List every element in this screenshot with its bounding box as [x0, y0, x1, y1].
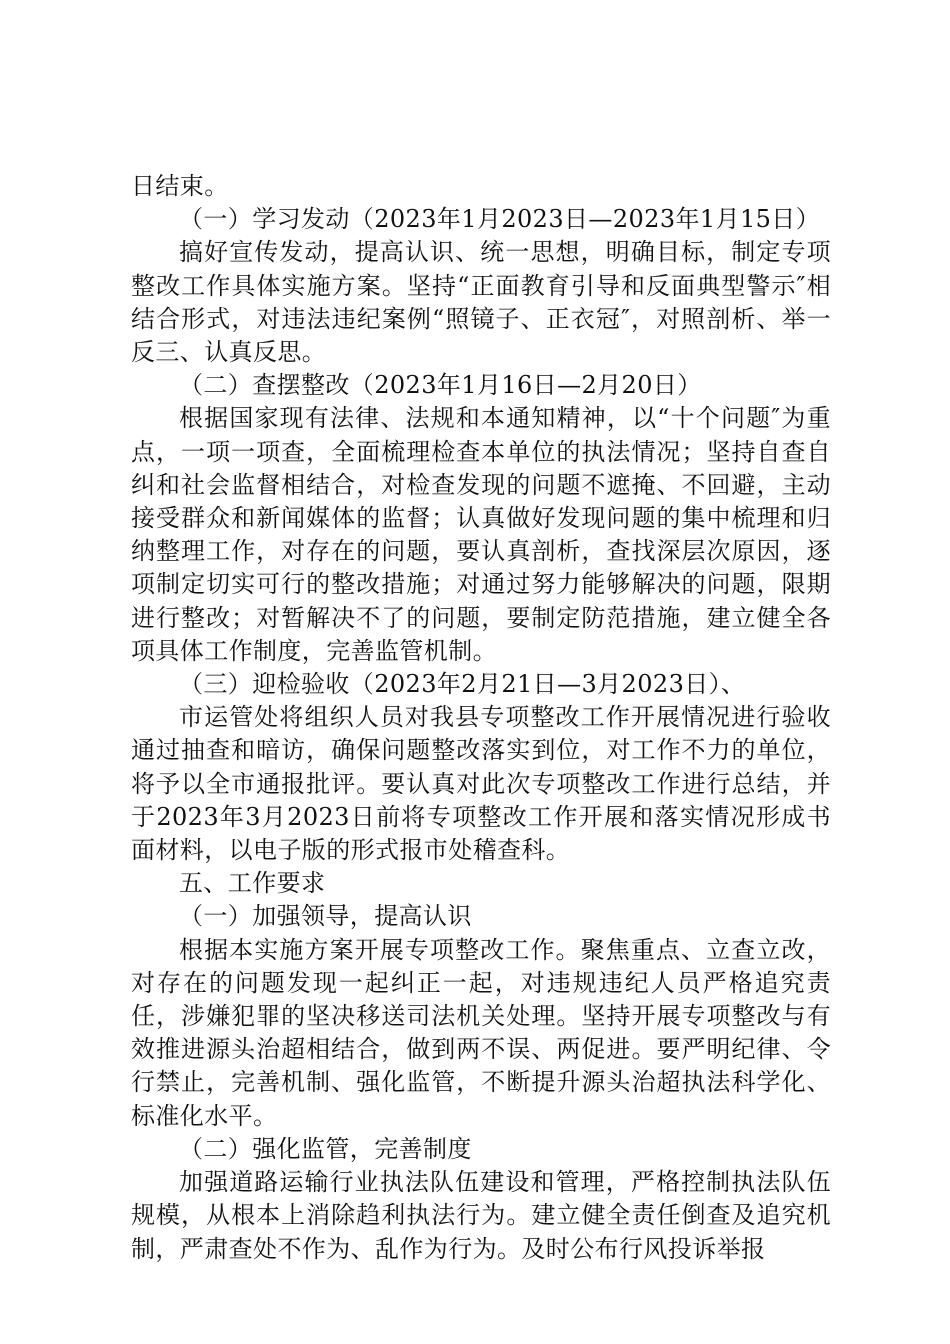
paragraph-leadership: 根据本实施方案开展专项整改工作。聚焦重点、立查立改，对存在的问题发现一起纠正一起，对违规违纪人员严格追究责任，涉嫌犯罪的坚决移送司法机关处理。坚持开展专项整改与有效推进源头治超相结合，做到两不误、两促进。要严明纪律、令行禁止，完善机制、强化监管，不断提升源头治超执法科学化、标准化水平。	[131, 935, 831, 1130]
section-heading-acceptance: （三）迎检验收（2023年2月21日—3月2023日）、	[179, 670, 746, 699]
paragraph-study: 搞好宣传发动，提高认识、统一思想，明确目标，制定专项整改工作具体实施方案。坚持“正面教育引导和反面典型警示″相结合形式，对违法违纪案例“照镜子、正衣冠″，对照剖析、举一反三、认真反思。	[131, 238, 831, 367]
section-heading-supervision: （二）强化监管，完善制度	[179, 1134, 472, 1163]
section-heading-inspection: （二）查摆整改（2023年1月16日—2月20日）	[179, 371, 702, 400]
paragraph-supervision: 加强道路运输行业执法队伍建设和管理，严格控制执法队伍规模，从根本上消除趋利执法行为。建立健全责任倒查及追究机制，严肃查处不作为、乱作为行为。及时公布行风投诉举报	[131, 1168, 831, 1263]
paragraph-inspection: 根据国家现有法律、法规和本通知精神，以“十个问题″为重点，一项一项查，全面梳理检查本单位的执法情况；坚持自查自纠和社会监督相结合，对检查发现的问题不遮掩、不回避，主动接受群众和新闻媒体的监督；认真做好发现问题的集中梳理和归纳整理工作，对存在的问题，要认真剖析，查找深层次原因，逐项制定切实可行的整改措施；对通过努力能够解决的问题，限期进行整改；对暂解决不了的问题，要制定防范措施，建立健全各项具体工作制度，完善监管机制。	[131, 404, 831, 665]
section-heading-requirements: 五、工作要求	[179, 869, 326, 898]
section-heading-study: （一）学习发动（2023年1月2023日—2023年1月15日）	[179, 205, 821, 234]
paragraph-continuation: 日结束。	[131, 172, 229, 200]
document-body	[131, 170, 831, 1266]
section-heading-leadership: （一）加强领导，提高认识	[179, 902, 472, 931]
paragraph-acceptance: 市运管处将组织人员对我县专项整改工作开展情况进行验收通过抽查和暗访，确保问题整改落实到位，对工作不力的单位，将予以全市通报批评。要认真对此次专项整改工作进行总结，并于2023年3月2023日前将专项整改工作开展和落实情况形成书面材料，以电子版的形式报市处稽查科。	[131, 703, 831, 865]
